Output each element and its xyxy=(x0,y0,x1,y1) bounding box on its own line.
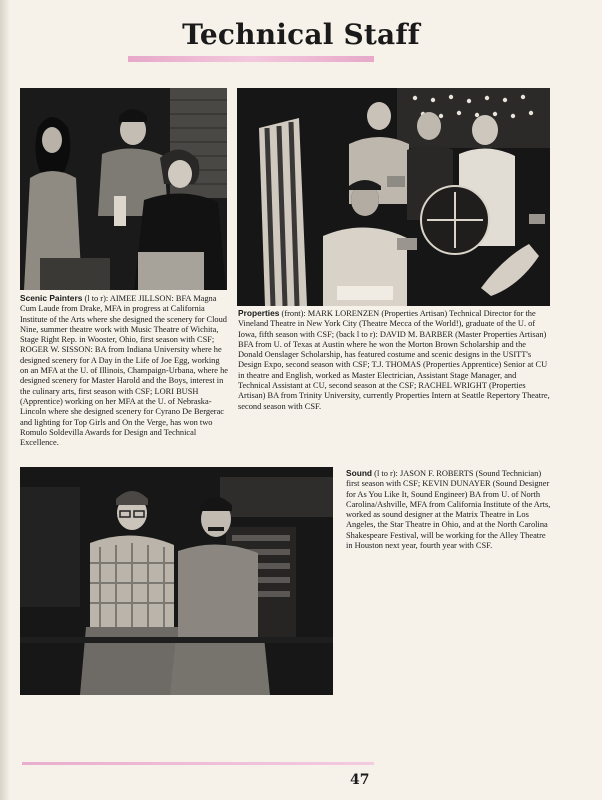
scenic-painters-heading: Scenic Painters xyxy=(20,293,83,303)
scenic-painters-photo xyxy=(20,88,227,290)
sound-caption xyxy=(346,468,552,551)
sound-heading: Sound xyxy=(346,468,373,478)
sound-crew-photo-art xyxy=(20,467,333,695)
scenic-painters-photo-art xyxy=(20,88,227,290)
properties-crew-photo xyxy=(237,88,550,306)
properties-text: (front): MARK LORENZEN (Properties Artisan) Technical Director for the Vineland Theatre in New York City (Theatre Mecca of the World!), graduate of the U. of Iowa, fifth season with CSF; (back l to r): DAVID M. BARBER (Master Properties Artisan) BFA from U. of Texas at Austin where he won the Morton Brown Scholarship and the Donald Oenslager Scholarship, has featured costume and scenic designs in the USITT's Design Expo, second season with CSF; T.J. THOMAS (Properties Apprentice) Senior at CU in theatre and English, worked as Master Electrician, Assistant Stage Manager, and Technical Assistant at CU, second season at the CSF; RACHEL WRIGHT (Properties Artisan) BA from Trinity University, currently Properties Intern at Seattle Repertory Theatre, second season with CSF. xyxy=(238,309,550,411)
binding-shadow xyxy=(0,0,10,800)
sound-text: (l to r): JASON F. ROBERTS (Sound Technician) first season with CSF; KEVIN DUNAYER (Sound Designer for As You Like It, Sound Engineer) BA from U. of North Carolina/Ashville, MFA from California Institute of the Arts, worked as sound designer at the Matrix Theatre in Los Angeles, the Star Theatre in Ohio, and at the North Carolina Shakespeare Festival, will be working for the Alley Theatre in Houston next year, fourth year with CSF. xyxy=(346,469,551,551)
scenic-painters-text: (l to r): AIMEE JILLSON: BFA Magna Cum Laude from Drake, MFA in progress at California Institute of the Arts where she designed the scenery for Cloud Nine, summer theatre work with Music Theatre of Wichita, Stage Right Rep. in Wooster, Ohio, first season with CSF; ROGER W. SISSON: BA from Indiana University where he designed scenery for A Day in the Life of Joe Egg, working on an MFA at the U. of Illinois, Champaign-Urbana, where he designed scenery for Master Harold and the Boys, interest in the culinary arts, first season with CSF; LORI BUSH (Apprentice) working on her MFA at the U. of Nebraska-Lincoln where she designed scenery for Cyrano De Bergerac and lighting for Top Girls and On the Verge, has won two Romulo Soldevilla Awards for Design and Technical Excellence. xyxy=(20,294,229,448)
properties-crew-photo-art xyxy=(237,88,550,306)
footer-rule xyxy=(22,762,374,765)
page-number: 47 xyxy=(350,772,370,788)
page-title: Technical Staff xyxy=(182,18,420,51)
title-underline xyxy=(128,56,374,62)
scenic-painters-caption xyxy=(20,293,228,448)
properties-caption xyxy=(238,308,550,412)
properties-heading: Properties xyxy=(238,308,280,318)
sound-crew-photo xyxy=(20,467,333,695)
